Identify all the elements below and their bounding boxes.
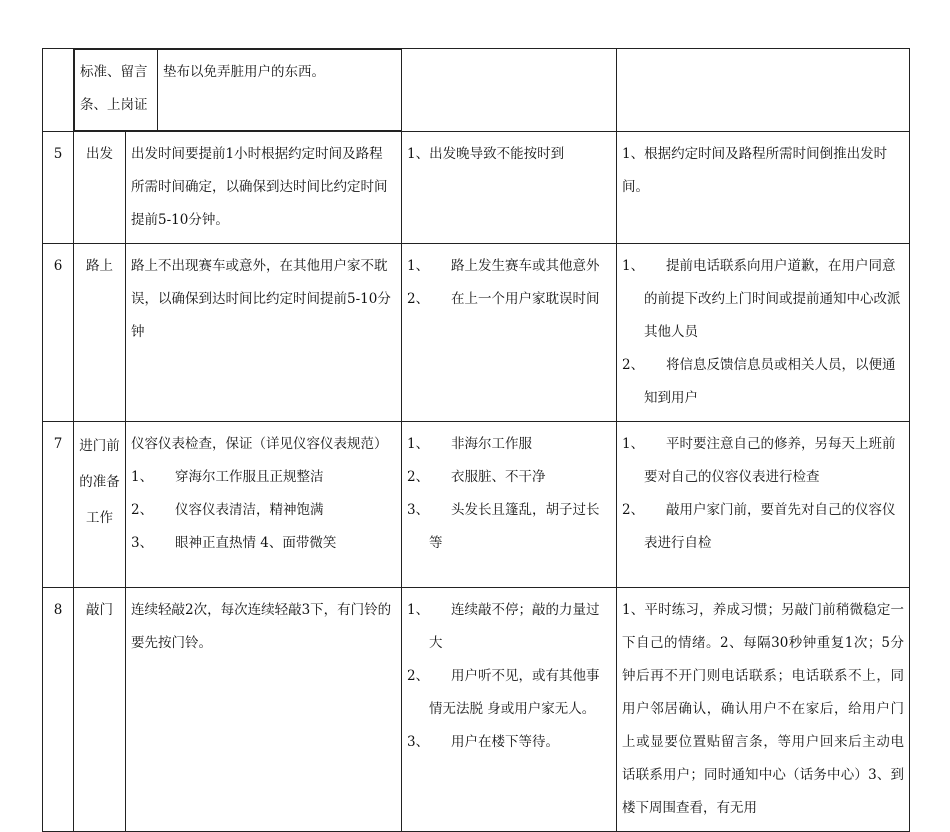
list-item: 2、 用户听不见，或有其他事情无法脱 身或用户家无人。 <box>407 668 600 717</box>
step-cell: 路上 <box>74 244 126 422</box>
measures-cell: 1、平时练习，养成习惯；另敲门前稍微稳定一下自己的情绪。2、每隔30秒钟重复1次；5分钟后再不开门则电话联系；电话联系不上，同用户邻居确认，确认用户不在家后，给用户门上或显要位置贴留言条，等用户回来后主动电话联系用户；同时通知中心（话务中心）3、到楼下周围查看，有无用 <box>617 588 910 832</box>
issues-cell <box>402 422 617 588</box>
row-number: 7 <box>43 422 74 588</box>
measures-cell: 1、根据约定时间及路程所需时间倒推出发时间。 <box>617 132 910 244</box>
row-number: 5 <box>43 132 74 244</box>
table-row-continued <box>43 49 910 132</box>
list-item: 1、 连续敲不停；敲的力量过大 <box>407 602 600 651</box>
standard-cell: 路上不出现赛车或意外，在其他用户家不耽误，以确保到达时间比约定时间提前5-10分钟 <box>126 244 402 422</box>
issues-cell <box>402 244 617 422</box>
list-item: 2、 将信息反馈信息员或相关人员，以便通知到用户 <box>622 357 896 406</box>
standard-cell <box>126 422 402 588</box>
list-item: 3、 眼神正直热情 4、面带微笑 <box>131 535 337 551</box>
list-item: 1、 平时要注意自己的修养，另每天上班前要对自己的仪容仪表进行检查 <box>622 436 896 485</box>
row-number: 8 <box>43 588 74 832</box>
issues-cell: 1、出发晚导致不能按时到 <box>402 132 617 244</box>
list-item: 2、 衣服脏、不干净 <box>407 469 546 485</box>
issues-cell <box>402 588 617 832</box>
step-cell: 出发 <box>74 132 126 244</box>
merged-cell <box>74 49 402 132</box>
list-item: 2、 仪容仪表清洁，精神饱满 <box>131 502 324 518</box>
row-number: 6 <box>43 244 74 422</box>
list-item: 1、 路上发生赛车或其他意外 <box>407 258 600 274</box>
step-cell: 标准、留言条、上岗证 <box>75 50 158 131</box>
measures-cell <box>617 49 910 132</box>
step-cell: 敲门 <box>74 588 126 832</box>
step-cell: 进门前的准备工作 <box>74 422 126 588</box>
list-item: 3、 用户在楼下等待。 <box>407 734 559 750</box>
list-item: 1、 提前电话联系向用户道歉，在用户同意的前提下改约上门时间或提前通知中心改派其他人员 <box>622 258 901 340</box>
list-item: 2、 在上一个用户家耽误时间 <box>407 291 600 307</box>
table-row <box>43 588 910 832</box>
table-row <box>43 422 910 588</box>
standard-cell: 连续轻敲2次，每次连续轻敲3下，有门铃的要先按门铃。 <box>126 588 402 832</box>
standard-cell: 出发时间要提前1小时根据约定时间及路程所需时间确定，以确保到达时间比约定时间提前5-10分钟。 <box>126 132 402 244</box>
list-item: 1、 非海尔工作服 <box>407 436 532 452</box>
list-item: 1、 穿海尔工作服且正规整洁 <box>131 469 324 485</box>
table-row <box>43 244 910 422</box>
measures-cell <box>617 244 910 422</box>
procedure-table <box>42 48 910 832</box>
table-row <box>43 132 910 244</box>
issues-cell <box>402 49 617 132</box>
standard-cell: 垫布以免弄脏用户的东西。 <box>158 50 402 131</box>
measures-cell <box>617 422 910 588</box>
standard-intro: 仪容仪表检查，保证（详见仪容仪表规范） <box>131 436 388 452</box>
num-cell <box>43 49 74 132</box>
inner-table <box>74 49 401 131</box>
list-item: 3、 头发长且篷乱，胡子过长等 <box>407 502 600 551</box>
list-item: 2、 敲用户家门前，要首先对自己的仪容仪表进行自检 <box>622 502 896 551</box>
